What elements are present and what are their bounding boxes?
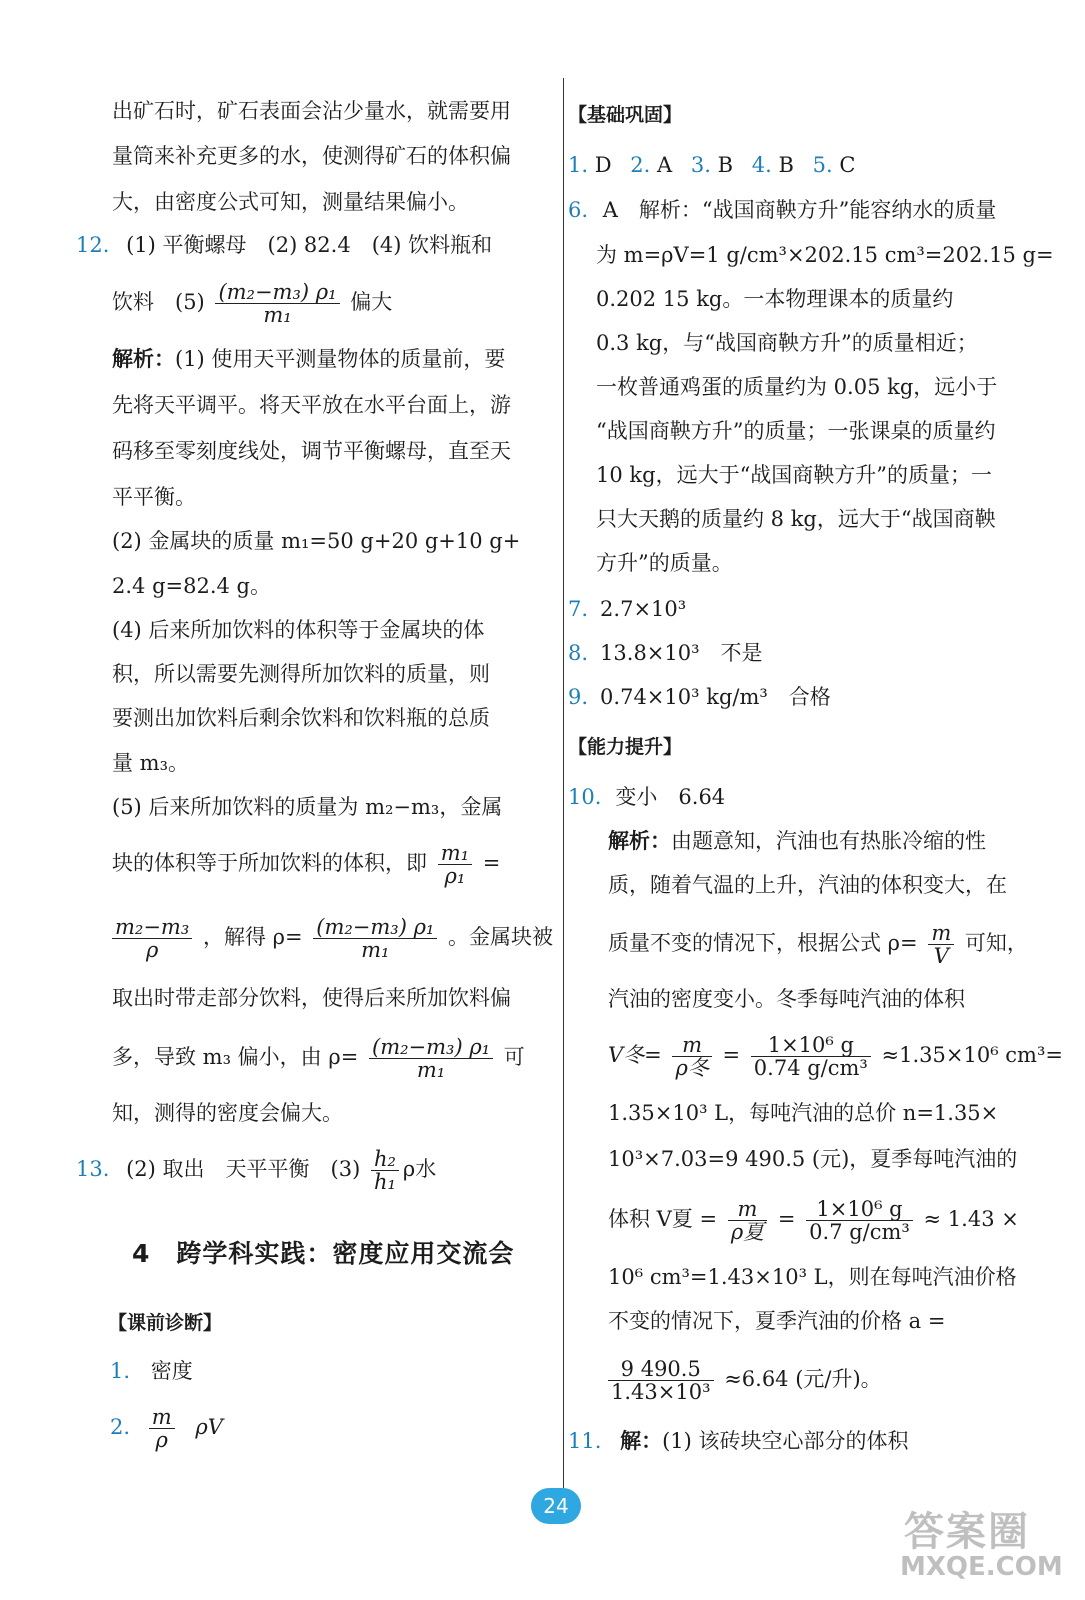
fraction: $\frac{m}{\rho}$ xyxy=(149,1406,175,1451)
text-line: 汽油的密度变小。冬季每吨汽油的体积 xyxy=(608,987,965,1011)
question-12 xyxy=(76,232,492,258)
text-line: 平平衡。 xyxy=(112,485,196,509)
text-line: 不变的情况下，夏季汽油的价格 a = xyxy=(608,1309,946,1333)
choice-answers: 1. D 2. A 3. B 4. B 5. C xyxy=(568,153,856,177)
question-11: 11. 解：(1) 该砖块空心部分的体积 xyxy=(568,1428,909,1453)
text-line: 10 kg，远大于“战国商鞅方升”的质量；一 xyxy=(596,463,993,487)
text-line: 出矿石时，矿石表面会沾少量水，就需要用 xyxy=(112,99,511,123)
text-line: 量筒来补充更多的水，使测得矿石的体积偏 xyxy=(112,144,511,168)
text-line: (4) 后来所加饮料的体积等于金属块的体 xyxy=(112,618,485,642)
question-6: 6. A 解析：“战国商鞅方升”能容纳水的质量 xyxy=(568,198,997,222)
question-number: 13. xyxy=(76,1157,110,1181)
page-number-badge: 24 xyxy=(531,1488,581,1524)
text-line: (5) 后来所加饮料的质量为 m₂−m₃，金属 xyxy=(112,795,503,819)
fraction: $\frac{m}{\text{ρ冬}}$ xyxy=(672,1034,711,1079)
text-line: 一枚普通鸡蛋的质量约为 0.05 kg，远小于 xyxy=(596,375,998,399)
text-line: 2.4 g=82.4 g。 xyxy=(112,574,271,598)
fraction: $\frac{\text{1×10⁶ g}}{\text{0.7 g/cm³}}$ xyxy=(806,1198,913,1243)
fraction: $\frac{m}{V}$ xyxy=(928,922,954,967)
answer-text: (1) 平衡螺母 (2) 82.4 (4) 饮料瓶和 xyxy=(126,233,493,257)
section-title: 4 跨学科实践：密度应用交流会 xyxy=(132,1239,515,1268)
text-line: (2) 金属块的质量 m₁=50 g+20 g+10 g+ xyxy=(112,529,521,553)
section-heading: 【基础巩固】 xyxy=(568,104,683,126)
fraction: $\frac{m}{\text{ρ夏}}$ xyxy=(728,1198,767,1243)
question-10: 10. 变小 6.64 xyxy=(568,785,726,809)
text-line: 为 m=ρV=1 g/cm³×202.15 cm³=202.15 g= xyxy=(596,243,1054,267)
answer-text: 饮料 (5) xyxy=(112,290,205,314)
text-line: 只大天鹅的质量约 8 kg，远大于“战国商鞅 xyxy=(596,507,996,531)
formula-line: V冬= $\frac{m}{\text{ρ冬}}$ = $\frac{\text{1×10⁶ g}}{\text{0.74 g/cm³}}$ ≈1.35×10⁶ cm³= xyxy=(608,1033,1063,1080)
question-number: 12. xyxy=(76,233,110,257)
fraction: $\frac{\text{h₂}}{\text{h₁}}$ xyxy=(371,1148,399,1193)
fraction: $\frac{\text{m₂−m₃}}{\rho}$ xyxy=(112,916,192,961)
text-line: 取出时带走部分饮料，使得后来所加饮料偏 xyxy=(112,986,511,1010)
section-heading: 【课前诊断】 xyxy=(108,1312,223,1334)
watermark-logo: 答案圈 MXQE.COM xyxy=(900,1509,1063,1582)
text-line: 10³×7.03=9 490.5 (元)，夏季每吨汽油的 xyxy=(608,1147,1018,1171)
text-line: 知，测得的密度会偏大。 xyxy=(112,1101,343,1125)
text-line: 1.35×10³ L，每吨汽油的总价 n=1.35× xyxy=(608,1101,999,1125)
fraction: $\frac{\text{1×10⁶ g}}{\text{0.74 g/cm³}}$ xyxy=(751,1034,871,1079)
fraction: $\frac{9 490.5}{\text{1.43×10³}}$ xyxy=(608,1358,714,1403)
question-9: 9. 0.74×10³ kg/m³ 合格 xyxy=(568,685,831,709)
section-heading: 【能力提升】 xyxy=(568,736,683,758)
analysis-line: 解析：(1) 使用天平测量物体的质量前，要 xyxy=(112,346,506,371)
text-line: 方升”的质量。 xyxy=(596,551,733,575)
formula-line: 体积 V夏 = $\frac{m}{\text{ρ夏}}$ = $\frac{\text{1×10⁶ g}}{\text{0.7 g/cm³}}$ ≈ 1.43 × xyxy=(608,1197,1019,1244)
formula-line: 块的体积等于所加饮料的体积，即 $\frac{\text{m₁}}{\text{ρ₁}}$ = xyxy=(112,841,501,888)
answer-text: 偏大 xyxy=(350,290,393,314)
text-line: 质，随着气温的上升，汽油的体积变大，在 xyxy=(608,873,1007,897)
formula-line: $\frac{9 490.5}{\text{1.43×10³}}$ ≈6.64 (元/升)。 xyxy=(608,1354,882,1404)
analysis-label: 解析： xyxy=(112,346,175,371)
formula-line: $\frac{\text{m₂−m₃}}{\rho}$ ，解得 ρ= $\frac{\text{(m₂−m₃) ρ₁}}{\text{m₁}}$ 。金属块被 xyxy=(112,912,553,962)
text-line: 要测出加饮料后剩余饮料和饮料瓶的总质 xyxy=(112,706,490,730)
question-13: 13. (2) 取出 天平平衡 (3) $\frac{\text{h₂}}{\text{h₁}}$ ρ水 xyxy=(76,1147,437,1194)
fraction: $\frac{\text{(m₂−m₃) ρ₁}}{\text{m₁}}$ xyxy=(215,281,339,326)
formula-line: 质量不变的情况下，根据公式 ρ= $\frac{m}{V}$ 可知， xyxy=(608,921,1028,968)
text-line: 量 m₃。 xyxy=(112,751,190,775)
fraction: $\frac{\text{m₁}}{\text{ρ₁}}$ xyxy=(438,842,472,887)
text-line: 0.3 kg，与“战国商鞅方升”的质量相近； xyxy=(596,331,978,355)
column-divider xyxy=(563,78,564,1488)
question-k2: 2. $\frac{m}{\rho}$ ρV xyxy=(110,1405,223,1452)
formula-line: 多，导致 m₃ 偏小，由 ρ= $\frac{\text{(m₂−m₃) ρ₁}}{\text{m₁}}$ 可 xyxy=(112,1035,525,1082)
text-line: “战国商鞅方升”的质量；一张课桌的质量约 xyxy=(596,419,996,443)
text-line: 0.202 15 kg。一本物理课本的质量约 xyxy=(596,287,954,311)
question-k1: 1. 密度 xyxy=(110,1359,193,1383)
answer-line xyxy=(112,276,392,328)
analysis-label: 解析： xyxy=(608,828,671,853)
fraction: $\frac{\text{(m₂−m₃) ρ₁}}{\text{m₁}}$ xyxy=(369,1036,493,1081)
text-line: 积，所以需要先测得所加饮料的质量，则 xyxy=(112,662,490,686)
fraction: $\frac{\text{(m₂−m₃) ρ₁}}{\text{m₁}}$ xyxy=(313,916,437,961)
text-line: 大，由密度公式可知，测量结果偏小。 xyxy=(112,190,469,214)
question-7: 7. 2.7×10³ xyxy=(568,597,687,621)
text-line: 码移至零刻度线处，调节平衡螺母，直至天 xyxy=(112,439,511,463)
text-line: 先将天平调平。将天平放在水平台面上，游 xyxy=(112,393,511,417)
question-8: 8. 13.8×10³ 不是 xyxy=(568,641,763,665)
analysis-line: 解析：由题意知，汽油也有热胀冷缩的性 xyxy=(608,828,986,853)
text-line: 10⁶ cm³=1.43×10³ L，则在每吨汽油价格 xyxy=(608,1265,1017,1289)
